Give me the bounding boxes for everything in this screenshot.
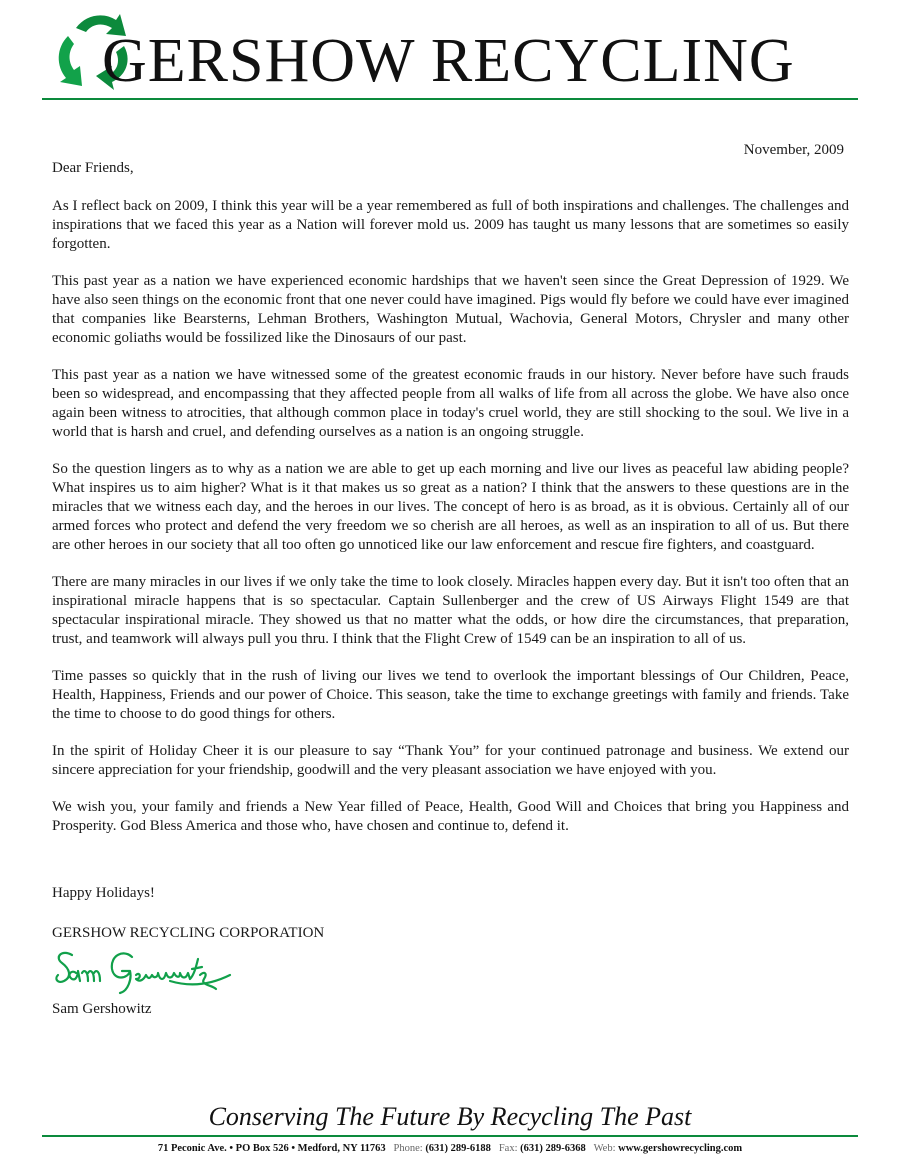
fax: (631) 289-6368 xyxy=(520,1143,586,1154)
paragraph: Time passes so quickly that in the rush of living our lives we tend to overlook the important blessings of Our Children, Peace, Health, Happiness, Friends and our power of Choice. This season, take the time to exchange greetings with family and friends. Take the time to choose to do good things for others. xyxy=(52,668,849,722)
closing: Happy Holidays! xyxy=(52,885,155,901)
slogan: Conserving The Future By Recycling The Past xyxy=(208,1102,692,1131)
phone: (631) 289-6188 xyxy=(425,1143,491,1154)
greeting: Dear Friends, xyxy=(52,160,134,176)
letterhead xyxy=(42,4,858,100)
letter-date: November, 2009 xyxy=(743,142,844,158)
paragraph: This past year as a nation we have experienced economic hardships that we haven't seen since the Great Depression of 1929. We have also seen things on the economic front that one never could have imagined. Pigs would fly before we could have ever imagined that companies like Bearsterns, Lehman Brothers, Washington Mutual, Wachovia, General Motors, Chrysler and many other economic goliaths would be fossilized like the Dinosaurs of our past. xyxy=(52,273,849,346)
header-divider xyxy=(42,98,858,100)
phone-label: Phone: xyxy=(393,1143,423,1154)
paragraph: There are many miracles in our lives if we only take the time to look closely. Miracles happen every day. But it isn't too often that an inspirational miracle happens that is so spectacular. Captain Sullenberger and the crew of US Airways Flight 1549 are that spectacular inspirational miracle. They showed us that no matter what the odds, or how dire the circumstances, that preparation, trust, and teamwork will always pull you thru. I think that the Flight Crew of 1549 can be an inspiration to all of us. xyxy=(52,574,849,647)
company-name: GERSHOW RECYCLING xyxy=(102,27,795,95)
paragraph: We wish you, your family and friends a New Year filled of Peace, Health, Good Will and Choices that bring you Happiness and Prosperity. God Bless America and those who, have chosen and continue to, defend it. xyxy=(52,799,849,834)
handwritten-signature xyxy=(50,945,250,997)
paragraph: In the spirit of Holiday Cheer it is our pleasure to say “Thank You” for your continued patronage and business. We extend our sincere appreciation for your friendship, goodwill and the very pleasant association we have enjoyed with you. xyxy=(52,743,849,778)
address: 71 Peconic Ave. • PO Box 526 • Medford, NY 11763 xyxy=(157,1143,386,1154)
letter-body xyxy=(52,197,849,854)
signer-name: Sam Gershowitz xyxy=(52,1001,152,1017)
website-link[interactable]: www.gershowrecycling.com xyxy=(618,1143,743,1154)
web-label: Web: xyxy=(593,1143,616,1154)
footer-divider xyxy=(42,1135,858,1137)
contact-footer xyxy=(0,1143,900,1154)
company-signoff: GERSHOW RECYCLING CORPORATION xyxy=(52,925,325,941)
paragraph: As I reflect back on 2009, I think this year will be a year remembered as full of both inspirations and challenges. The challenges and inspirations that we faced this year as a Nation will forever mold us. 2009 has taught us many lessons that are sometimes so easily forgotten. xyxy=(52,198,849,252)
paragraph: So the question lingers as to why as a nation we are able to get up each morning and live our lives as peaceful law abiding people? What inspires us to aim higher? What is it that makes us so great as a nation? I think that the answers to these questions are in the miracles that we witness each day, and the heroes in our lives. The concept of hero is as broad, as it is obvious. Certainly all of our armed forces who protect and defend the very freedom we so cherish are all heroes, as well as an inspiration to all of us. But there are other heroes in our society that all too often go unnoticed like our law enforcement and rescue fire fighters, and coastguard. xyxy=(52,461,849,553)
paragraph: This past year as a nation we have witnessed some of the greatest economic frauds in our history. Never before have such frauds been so widespread, and encompassing that they affected people from all walks of life from all across the globe. We have also once again been witness to atrocities, that although common place in today's cruel world, they are still shocking to the soul. We live in a world that is harsh and cruel, and defending ourselves as a nation is an ongoing struggle. xyxy=(52,367,849,440)
fax-label: Fax: xyxy=(498,1143,518,1154)
